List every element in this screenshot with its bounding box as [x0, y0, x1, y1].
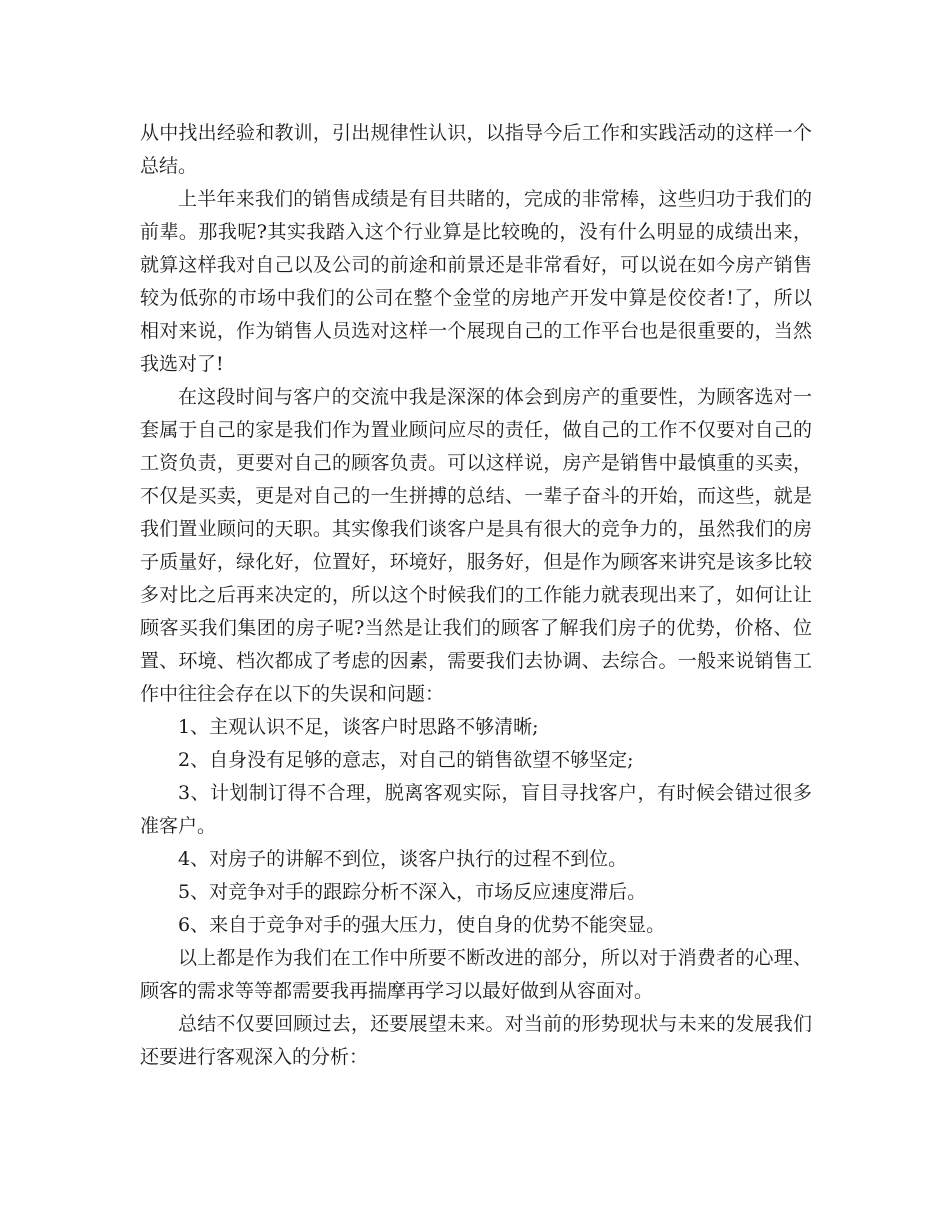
list-item: 1、主观认识不足，谈客户时思路不够清晰; — [178, 716, 539, 738]
paragraph-sales-results: 上半年来我们的销售成绩是有目共睹的，完成的非常棒，这些归功于我们的前辈。那我呢?其实我踏入这个行业算是比较晚的，没有什么明显的成绩出来，就算这样我对自己以及公司的前途和前景还是非常看好，可以说在如今房产销售较为低弥的市场中我们的公司在整个金堂的房地产开发中算是佼佼者!了，所以相对来说，作为销售人员选对这样一个展现自己的工作平台也是很重要的，当然我选对了! — [140, 188, 812, 375]
list-item: 3、计划制订得不合理，脱离客观实际，盲目寻找客户，有时候会错过很多准客户。 — [140, 782, 812, 837]
paragraph-outlook: 总结不仅要回顾过去，还要展望未来。对当前的形势现状与未来的发展我们还要进行客观深入的分析： — [140, 1013, 812, 1068]
document-body — [140, 117, 812, 1074]
paragraph-customer-communication: 在这段时间与客户的交流中我是深深的体会到房产的重要性，为顾客选对一套属于自己的家是我们作为置业顾问应尽的责任，做自己的工作不仅要对自己的工资负责，更要对自己的顾客负责。可以这样说，房产是销售中最慎重的买卖，不仅是买卖，更是对自己的一生拼搏的总结、一辈子奋斗的开始，而这些，就是我们置业顾问的天职。其实像我们谈客户是具有很大的竞争力的，虽然我们的房子质量好，绿化好，位置好，环境好，服务好，但是作为顾客来讲究是该多比较多对比之后再来决定的，所以这个时候我们的工作能力就表现出来了，如何让让顾客买我们集团的房子呢?当然是让我们的顾客了解我们房子的优势，价格、位置、环境、档次都成了考虑的因素，需要我们去协调、去综合。一般来说销售工作中往往会存在以下的失误和问题： — [140, 386, 812, 705]
list-item: 2、自身没有足够的意志，对自己的销售欲望不够坚定; — [178, 749, 634, 771]
list-item: 6、来自于竞争对手的强大压力，使自身的优势不能突显。 — [178, 914, 666, 936]
list-item: 4、对房子的讲解不到位，谈客户执行的过程不到位。 — [178, 848, 628, 870]
paragraph-continuation: 从中找出经验和教训，引出规律性认识，以指导今后工作和实践活动的这样一个总结。 — [140, 122, 812, 177]
paragraph-improvement: 以上都是作为我们在工作中所要不断改进的部分，所以对于消费者的心理、顾客的需求等等都需要我再揣摩再学习以最好做到从容面对。 — [140, 947, 812, 1002]
list-item: 5、对竞争对手的跟踪分析不深入，市场反应速度滞后。 — [178, 881, 647, 903]
